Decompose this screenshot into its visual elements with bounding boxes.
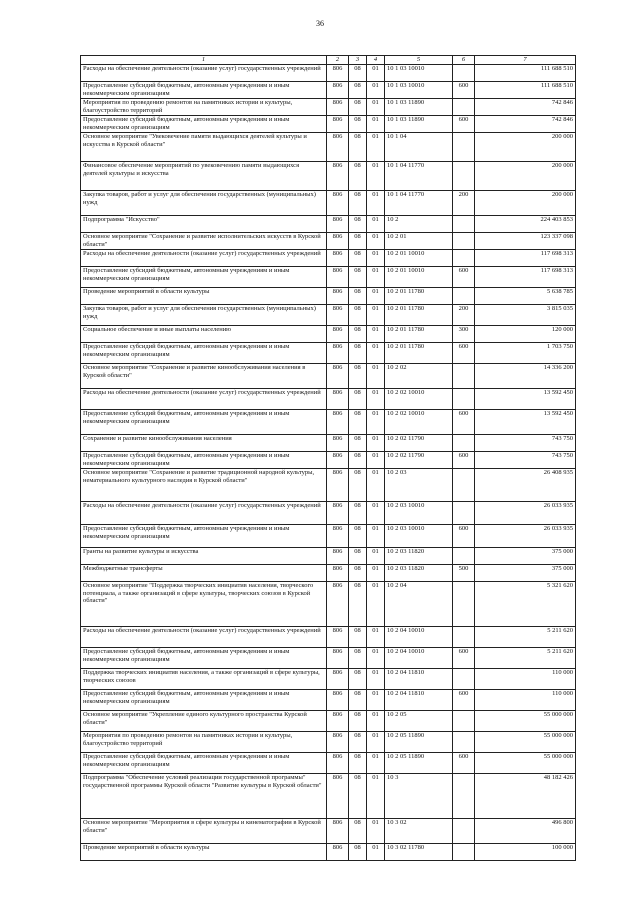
row-target-code: 10 1 03 11890 [385,116,453,133]
row-expense-type [453,250,475,267]
table-row [81,343,576,364]
row-expense-type: 600 [453,648,475,669]
row-subsection-code: 01 [367,250,385,267]
row-amount: 200 000 [475,133,576,162]
row-expense-type: 600 [453,690,475,711]
row-name: Расходы на обеспечение деятельности (оказание услуг) государственных учреждений [81,389,327,410]
row-ministry-code: 806 [327,525,349,548]
row-subsection-code: 01 [367,565,385,582]
row-expense-type [453,216,475,233]
row-name: Поддержка творческих инициатив населения, а также организаций в сфере культуры, творческих союзов [81,669,327,690]
row-subsection-code: 01 [367,364,385,389]
row-expense-type [453,627,475,648]
row-name: Закупка товаров, работ и услуг для обеспечения государственных (муниципальных) нужд [81,191,327,216]
row-target-code: 10 2 04 11810 [385,690,453,711]
row-ministry-code: 806 [327,326,349,343]
row-target-code: 10 2 04 11810 [385,669,453,690]
table-row [81,326,576,343]
row-name: Расходы на обеспечение деятельности (оказание услуг) государственных учреждений [81,502,327,525]
row-ministry-code: 806 [327,250,349,267]
row-name: Гранты на развитие культуры и искусства [81,548,327,565]
row-name: Предоставление субсидий бюджетным, автономным учреждениям и иным некоммерческим организациям [81,525,327,548]
table-row [81,267,576,288]
row-amount: 13 592 450 [475,410,576,435]
row-amount: 55 000 000 [475,753,576,774]
row-ministry-code: 806 [327,753,349,774]
row-name: Сохранение и развитие кинообслуживания населения [81,435,327,452]
table-row [81,410,576,435]
row-name: Предоставление субсидий бюджетным, автономным учреждениям и иным некоммерческим организациям [81,452,327,469]
row-expense-type [453,133,475,162]
row-section-code: 08 [349,774,367,819]
row-target-code: 10 1 04 11770 [385,191,453,216]
row-target-code: 10 2 04 10010 [385,648,453,669]
table-row [81,711,576,732]
row-section-code: 08 [349,844,367,861]
row-amount: 26 033 935 [475,502,576,525]
row-expense-type [453,502,475,525]
table-row [81,819,576,844]
row-section-code: 08 [349,627,367,648]
table-row [81,305,576,326]
row-expense-type: 600 [453,753,475,774]
row-expense-type: 200 [453,191,475,216]
row-amount: 26 408 935 [475,469,576,502]
row-name: Предоставление субсидий бюджетным, автономным учреждениям и иным некоммерческим организациям [81,410,327,435]
row-section-code: 08 [349,267,367,288]
table-row [81,389,576,410]
row-target-code: 10 2 02 [385,364,453,389]
row-section-code: 08 [349,690,367,711]
row-ministry-code: 806 [327,305,349,326]
row-target-code: 10 1 04 [385,133,453,162]
table-row [81,435,576,452]
row-target-code: 10 2 02 11790 [385,435,453,452]
row-ministry-code: 806 [327,99,349,116]
row-target-code: 10 2 05 [385,711,453,732]
row-amount: 111 688 510 [475,82,576,99]
row-subsection-code: 01 [367,548,385,565]
row-expense-type [453,469,475,502]
row-amount: 110 000 [475,690,576,711]
page-number: 36 [316,19,324,28]
row-subsection-code: 01 [367,627,385,648]
row-section-code: 08 [349,565,367,582]
row-target-code: 10 2 01 11780 [385,305,453,326]
row-ministry-code: 806 [327,711,349,732]
row-name: Предоставление субсидий бюджетным, автономным учреждениям и иным некоммерческим организациям [81,82,327,99]
table-row [81,162,576,191]
row-section-code: 08 [349,250,367,267]
row-expense-type [453,65,475,82]
row-amount: 55 000 000 [475,711,576,732]
row-section-code: 08 [349,216,367,233]
row-name: Подпрограмма "Искусство" [81,216,327,233]
row-ministry-code: 806 [327,452,349,469]
row-ministry-code: 806 [327,267,349,288]
row-name: Предоставление субсидий бюджетным, автономным учреждениям и иным некоммерческим организациям [81,267,327,288]
row-ministry-code: 806 [327,690,349,711]
row-name: Основное мероприятие "Сохранение и развитие традиционной народной культуры, нематериального культурного наследия в Курской области" [81,469,327,502]
row-amount: 5 638 785 [475,288,576,305]
row-ministry-code: 806 [327,435,349,452]
row-subsection-code: 01 [367,116,385,133]
table-row [81,65,576,82]
row-subsection-code: 01 [367,191,385,216]
row-ministry-code: 806 [327,582,349,627]
row-amount: 5 321 620 [475,582,576,627]
row-target-code: 10 2 05 11890 [385,732,453,753]
row-section-code: 08 [349,191,367,216]
table-row [81,133,576,162]
row-target-code: 10 2 05 11890 [385,753,453,774]
row-section-code: 08 [349,233,367,250]
row-expense-type [453,389,475,410]
row-expense-type: 200 [453,305,475,326]
row-subsection-code: 01 [367,216,385,233]
table-row [81,469,576,502]
row-section-code: 08 [349,525,367,548]
row-target-code: 10 1 03 10010 [385,82,453,99]
row-expense-type: 300 [453,326,475,343]
row-section-code: 08 [349,711,367,732]
row-section-code: 08 [349,82,367,99]
row-target-code: 10 3 02 [385,819,453,844]
table-row [81,233,576,250]
row-amount: 742 846 [475,99,576,116]
row-ministry-code: 806 [327,819,349,844]
table-header-row [81,56,576,65]
row-amount: 13 592 450 [475,389,576,410]
row-target-code: 10 1 03 10010 [385,65,453,82]
row-section-code: 08 [349,116,367,133]
row-section-code: 08 [349,133,367,162]
row-amount: 5 211 620 [475,627,576,648]
row-expense-type [453,732,475,753]
header-col-3: 3 [349,56,367,65]
row-subsection-code: 01 [367,774,385,819]
row-subsection-code: 01 [367,819,385,844]
row-expense-type: 600 [453,267,475,288]
row-name: Межбюджетные трансферты [81,565,327,582]
row-amount: 55 000 000 [475,732,576,753]
row-name: Предоставление субсидий бюджетным, автономным учреждениям и иным некоммерческим организациям [81,648,327,669]
row-subsection-code: 01 [367,233,385,250]
row-section-code: 08 [349,548,367,565]
row-amount: 200 000 [475,191,576,216]
row-section-code: 08 [349,819,367,844]
row-ministry-code: 806 [327,65,349,82]
row-expense-type [453,162,475,191]
table-row [81,753,576,774]
row-amount: 26 033 935 [475,525,576,548]
row-expense-type [453,288,475,305]
row-ministry-code: 806 [327,233,349,250]
row-name: Основное мероприятие "Укрепление единого культурного пространства Курской области" [81,711,327,732]
table-row [81,844,576,861]
row-amount: 496 800 [475,819,576,844]
table-row [81,548,576,565]
row-target-code: 10 2 01 11780 [385,326,453,343]
row-subsection-code: 01 [367,669,385,690]
header-col-7: 7 [475,56,576,65]
row-section-code: 08 [349,410,367,435]
row-subsection-code: 01 [367,343,385,364]
header-col-6: 6 [453,56,475,65]
row-amount: 48 182 426 [475,774,576,819]
row-amount: 100 000 [475,844,576,861]
row-name: Предоставление субсидий бюджетным, автономным учреждениям и иным некоммерческим организациям [81,690,327,711]
header-col-1: 1 [81,56,327,65]
row-ministry-code: 806 [327,389,349,410]
header-col-2: 2 [327,56,349,65]
table-row [81,250,576,267]
row-section-code: 08 [349,305,367,326]
row-subsection-code: 01 [367,288,385,305]
row-section-code: 08 [349,582,367,627]
row-amount: 200 000 [475,162,576,191]
row-subsection-code: 01 [367,410,385,435]
row-subsection-code: 01 [367,65,385,82]
row-amount: 743 750 [475,452,576,469]
row-target-code: 10 2 04 10010 [385,627,453,648]
row-section-code: 08 [349,326,367,343]
table-row [81,191,576,216]
row-name: Основное мероприятие "Мероприятия в сфере культуры и кинематографии в Курской области" [81,819,327,844]
row-expense-type [453,711,475,732]
row-target-code: 10 3 [385,774,453,819]
row-name: Подпрограмма "Обеспечение условий реализации государственной программы" государственной программы Курской области "Развитие культуры в Курской области" [81,774,327,819]
row-name: Предоставление субсидий бюджетным, автономным учреждениям и иным некоммерческим организациям [81,753,327,774]
row-expense-type [453,844,475,861]
row-expense-type [453,435,475,452]
row-subsection-code: 01 [367,711,385,732]
row-expense-type: 500 [453,565,475,582]
row-name: Мероприятия по проведению ремонтов на памятниках истории и культуры, благоустройство территорий [81,732,327,753]
row-section-code: 08 [349,502,367,525]
row-amount: 743 750 [475,435,576,452]
row-section-code: 08 [349,648,367,669]
row-expense-type: 600 [453,525,475,548]
row-expense-type [453,819,475,844]
row-name: Предоставление субсидий бюджетным, автономным учреждениям и иным некоммерческим организациям [81,343,327,364]
row-expense-type [453,582,475,627]
row-subsection-code: 01 [367,452,385,469]
row-section-code: 08 [349,99,367,116]
row-amount: 123 337 098 [475,233,576,250]
row-section-code: 08 [349,343,367,364]
row-name: Основное мероприятие "Сохранение и развитие исполнительских искусств в Курской области" [81,233,327,250]
table-row [81,732,576,753]
row-expense-type [453,548,475,565]
row-amount: 5 211 620 [475,648,576,669]
row-amount: 375 000 [475,565,576,582]
row-ministry-code: 806 [327,774,349,819]
row-section-code: 08 [349,162,367,191]
table-row [81,364,576,389]
table-row [81,502,576,525]
row-ministry-code: 806 [327,162,349,191]
row-expense-type: 600 [453,343,475,364]
row-amount: 14 336 200 [475,364,576,389]
header-col-4: 4 [367,56,385,65]
row-subsection-code: 01 [367,435,385,452]
row-subsection-code: 01 [367,502,385,525]
table-row [81,452,576,469]
row-ministry-code: 806 [327,343,349,364]
row-ministry-code: 806 [327,669,349,690]
row-section-code: 08 [349,435,367,452]
row-target-code: 10 2 02 10010 [385,389,453,410]
table-row [81,669,576,690]
row-subsection-code: 01 [367,133,385,162]
row-section-code: 08 [349,452,367,469]
row-expense-type: 600 [453,82,475,99]
row-name: Основное мероприятие "Поддержка творческих инициатив населения, творческого потенциала, а также организаций в сфере культуры, творческих союзов в Курской области" [81,582,327,627]
row-subsection-code: 01 [367,582,385,627]
budget-table [80,55,576,861]
row-amount: 375 000 [475,548,576,565]
row-expense-type: 600 [453,410,475,435]
table-row [81,288,576,305]
row-ministry-code: 806 [327,116,349,133]
row-ministry-code: 806 [327,364,349,389]
table-row [81,648,576,669]
row-expense-type [453,669,475,690]
row-name: Проведение мероприятий в области культуры [81,288,327,305]
row-amount: 1 703 750 [475,343,576,364]
row-target-code: 10 1 03 11890 [385,99,453,116]
row-amount: 117 698 313 [475,250,576,267]
row-target-code: 10 2 04 [385,582,453,627]
row-name: Закупка товаров, работ и услуг для обеспечения государственных (муниципальных) нужд [81,305,327,326]
row-expense-type [453,364,475,389]
table-row [81,216,576,233]
row-subsection-code: 01 [367,305,385,326]
row-subsection-code: 01 [367,389,385,410]
row-ministry-code: 806 [327,133,349,162]
row-name: Расходы на обеспечение деятельности (оказание услуг) государственных учреждений [81,627,327,648]
row-ministry-code: 806 [327,732,349,753]
row-name: Основное мероприятие "Увековечение памяти выдающихся деятелей культуры и искусства в Курской области" [81,133,327,162]
table-row [81,627,576,648]
row-name: Финансовое обеспечение мероприятий по увековечению памяти выдающихся деятелей культуры и искусства [81,162,327,191]
row-ministry-code: 806 [327,648,349,669]
row-subsection-code: 01 [367,690,385,711]
row-target-code: 10 2 02 10010 [385,410,453,435]
row-amount: 120 000 [475,326,576,343]
row-ministry-code: 806 [327,627,349,648]
row-name: Расходы на обеспечение деятельности (оказание услуг) государственных учреждений [81,250,327,267]
row-target-code: 10 2 01 10010 [385,250,453,267]
row-subsection-code: 01 [367,326,385,343]
row-section-code: 08 [349,669,367,690]
row-amount: 110 000 [475,669,576,690]
table-row [81,565,576,582]
row-section-code: 08 [349,288,367,305]
row-target-code: 10 2 03 10010 [385,525,453,548]
row-name: Основное мероприятие "Сохранение и развитие кинообслуживания населения в Курской области" [81,364,327,389]
header-col-5: 5 [385,56,453,65]
row-ministry-code: 806 [327,844,349,861]
row-expense-type: 600 [453,452,475,469]
row-section-code: 08 [349,753,367,774]
table-row [81,774,576,819]
row-target-code: 10 2 03 11820 [385,548,453,565]
row-expense-type [453,99,475,116]
row-subsection-code: 01 [367,469,385,502]
row-target-code: 10 2 03 [385,469,453,502]
row-expense-type: 600 [453,116,475,133]
row-target-code: 10 2 01 11780 [385,343,453,364]
row-ministry-code: 806 [327,502,349,525]
row-ministry-code: 806 [327,191,349,216]
row-subsection-code: 01 [367,648,385,669]
row-ministry-code: 806 [327,410,349,435]
row-subsection-code: 01 [367,162,385,191]
table-row [81,99,576,116]
row-name: Предоставление субсидий бюджетным, автономным учреждениям и иным некоммерческим организациям [81,116,327,133]
row-target-code: 10 2 01 [385,233,453,250]
row-target-code: 10 2 03 10010 [385,502,453,525]
row-ministry-code: 806 [327,469,349,502]
row-section-code: 08 [349,65,367,82]
row-ministry-code: 806 [327,548,349,565]
row-subsection-code: 01 [367,732,385,753]
row-section-code: 08 [349,469,367,502]
row-subsection-code: 01 [367,267,385,288]
row-target-code: 10 2 [385,216,453,233]
table-row [81,690,576,711]
row-name: Расходы на обеспечение деятельности (оказание услуг) государственных учреждений [81,65,327,82]
table-row [81,582,576,627]
row-subsection-code: 01 [367,82,385,99]
row-target-code: 10 2 03 11820 [385,565,453,582]
row-target-code: 10 2 02 11790 [385,452,453,469]
row-target-code: 10 1 04 11770 [385,162,453,191]
row-subsection-code: 01 [367,844,385,861]
row-section-code: 08 [349,389,367,410]
row-subsection-code: 01 [367,99,385,116]
table-row [81,525,576,548]
table-body [81,65,576,861]
table-row [81,82,576,99]
table-row [81,116,576,133]
row-amount: 224 403 853 [475,216,576,233]
row-subsection-code: 01 [367,525,385,548]
row-section-code: 08 [349,364,367,389]
row-amount: 742 846 [475,116,576,133]
row-target-code: 10 2 01 10010 [385,267,453,288]
row-ministry-code: 806 [327,288,349,305]
row-expense-type [453,233,475,250]
row-amount: 111 688 510 [475,65,576,82]
row-ministry-code: 806 [327,216,349,233]
row-ministry-code: 806 [327,82,349,99]
row-name: Проведение мероприятий в области культуры [81,844,327,861]
row-target-code: 10 2 01 11780 [385,288,453,305]
row-ministry-code: 806 [327,565,349,582]
row-expense-type [453,774,475,819]
row-name: Социальное обеспечение и иные выплаты населению [81,326,327,343]
row-amount: 3 815 035 [475,305,576,326]
row-subsection-code: 01 [367,753,385,774]
row-target-code: 10 3 02 11780 [385,844,453,861]
row-section-code: 08 [349,732,367,753]
row-amount: 117 698 313 [475,267,576,288]
row-name: Мероприятия по проведению ремонтов на памятниках истории и культуры, благоустройство территорий [81,99,327,116]
